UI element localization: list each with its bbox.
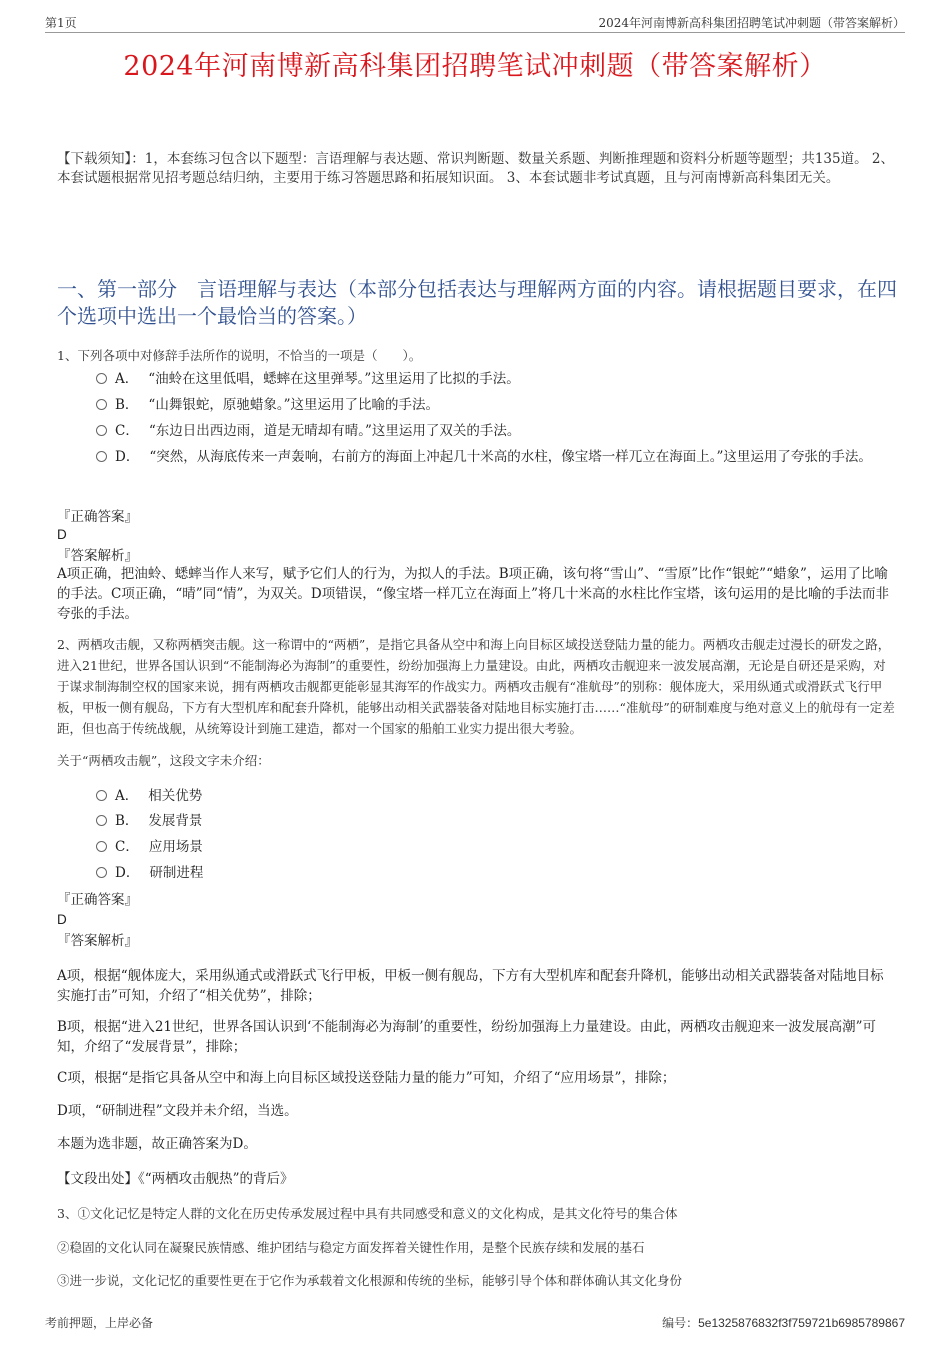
q1-stem: 1、下列各项中对修辞手法所作的说明，不恰当的一项是（ ）。 [57, 348, 422, 363]
footer-code: 编号：5e1325876832f3f759721b6985789867 [662, 1316, 905, 1330]
q3-line-3: ③进一步说，文化记忆的重要性更在于它作为承载着文化根源和传统的坐标，能够引导个体和群体确认其文化身份 [57, 1273, 683, 1288]
q1-option-c[interactable]: C． “东边日出西边雨，道是无晴却有晴。”这里运用了双关的手法。 [96, 420, 896, 442]
q2-option-c[interactable]: C． 应用场景 [96, 836, 896, 858]
q2-source: 【文段出处】《“两栖攻击舰热”的背后》 [57, 1171, 294, 1187]
q2-stem: 关于“两栖攻击舰”，这段文字未介绍： [57, 753, 270, 768]
page-number: 第1页 [45, 16, 77, 30]
q3-line-2: ②稳固的文化认同在凝聚民族情感、维护团结与稳定方面发挥着关键性作用，是整个民族存续和发展的基石 [57, 1240, 645, 1255]
radio-icon[interactable] [96, 841, 107, 852]
q2-option-d[interactable]: D． 研制进程 [96, 862, 896, 884]
q1-option-d[interactable]: D． “突然，从海底传来一声轰响，右前方的海面上冲起几十米高的水柱，像宝塔一样兀立在海面上。”这里运用了夸张的手法。 [96, 446, 896, 468]
q2-passage: 2、两栖攻击舰，又称两栖突击舰。这一称谓中的“两栖”，是指它具备从空中和海上向目标区域投送登陆力量的能力。两栖攻击舰走过漫长的研发之路，进入21世纪，世界各国认识到“不能制海必为海制”的重要性，纷纷加强海上力量建设。由此，两栖攻击舰迎来一波发展高潮，无论是自研还是采购，对于谋求制海制空权的国家来说，拥有两栖攻击舰都更能彰显其海军的作战实力。两栖攻击舰有“准航母”的别称：舰体庞大，采用纵通式或滑跃式飞行甲板，甲板一侧有舰岛，下方有大型机库和配套升降机，能够出动相关武器装备对陆地目标实施打击……“准航母”的研制难度与绝对意义上的航母有一定差距，但也高于传统战舰，从统筹设计到施工建造，都对一个国家的船舶工业实力提出很大考验。 [57, 637, 895, 736]
q2-answer: D [57, 912, 67, 927]
radio-icon[interactable] [96, 867, 107, 878]
download-notice: 【下载须知】：1，本套练习包含以下题型：言语理解与表达题、常识判断题、数量关系题、判断推理题和资料分析题等题型；共135道。 2、本套试题根据常见招考题总结归纳，主要用于练习答题思路和拓展知识面。 3、本套试题非考试真题，且与河南博新高科集团无关。 [57, 151, 894, 186]
q2-option-b[interactable]: B． 发展背景 [96, 810, 896, 832]
q2-analysis-d: D项，“研制进程”文段并未介绍，当选。 [57, 1103, 298, 1119]
q2-analysis-a: A项，根据“舰体庞大，采用纵通式或滑跃式飞行甲板，甲板一侧有舰岛，下方有大型机库和配套升降机，能够出动相关武器装备对陆地目标实施打击”可知，介绍了“相关优势”，排除； [57, 968, 884, 1004]
q2-analysis-b: B项，根据“进入21世纪，世界各国认识到‘不能制海必为海制’的重要性，纷纷加强海上力量建设。由此，两栖攻击舰迎来一波发展高潮”可知，介绍了“发展背景”，排除； [57, 1019, 876, 1055]
radio-icon[interactable] [96, 451, 107, 462]
radio-icon[interactable] [96, 790, 107, 801]
header-doc-title: 2024年河南博新高科集团招聘笔试冲刺题（带答案解析） [598, 16, 905, 30]
q3-line-1: 3、①文化记忆是特定人群的文化在历史传承发展过程中具有共同感受和意义的文化构成，是其文化符号的集合体 [57, 1206, 678, 1221]
radio-icon[interactable] [96, 425, 107, 436]
q1-answer-label: 『正确答案』 [57, 509, 138, 525]
page-footer [45, 1314, 905, 1332]
radio-icon[interactable] [96, 373, 107, 384]
q1-option-b[interactable]: B． “山舞银蛇，原驰蜡象。”这里运用了比喻的手法。 [96, 394, 896, 416]
radio-icon[interactable] [96, 399, 107, 410]
q1-answer: D [57, 527, 67, 542]
q2-option-a[interactable]: A． 相关优势 [96, 785, 896, 807]
page-header [45, 14, 905, 33]
q2-analysis-label: 『答案解析』 [57, 933, 138, 949]
radio-icon[interactable] [96, 815, 107, 826]
q1-analysis: A项正确，把油蛉、蟋蟀当作人来写，赋予它们人的行为，为拟人的手法。B项正确，该句将“雪山”、“雪原”比作“银蛇”“蜡象”，运用了比喻的手法。C项正确，“晴”同“情”，为双关。D项错误，“像宝塔一样兀立在海面上”将几十米高的水柱比作宝塔，该句运用的是比喻的手法而非夸张的手法。 [57, 566, 890, 622]
q2-analysis-c: C项，根据“是指它具备从空中和海上向目标区域投送登陆力量的能力”可知，介绍了“应用场景”，排除； [57, 1070, 676, 1086]
q2-answer-label: 『正确答案』 [57, 892, 138, 908]
q1-analysis-label: 『答案解析』 [57, 548, 138, 564]
q2-conclusion: 本题为选非题，故正确答案为D。 [57, 1136, 257, 1152]
page-title: 2024年河南博新高科集团招聘笔试冲刺题（带答案解析） [123, 51, 827, 82]
q1-option-a[interactable]: A． “油蛉在这里低唱，蟋蟀在这里弹琴。”这里运用了比拟的手法。 [96, 368, 896, 390]
footer-slogan: 考前押题，上岸必备 [45, 1316, 154, 1330]
section-title: 一、第一部分 言语理解与表达（本部分包括表达与理解两方面的内容。请根据题目要求，在四个选项中选出一个最恰当的答案。） [57, 277, 897, 328]
